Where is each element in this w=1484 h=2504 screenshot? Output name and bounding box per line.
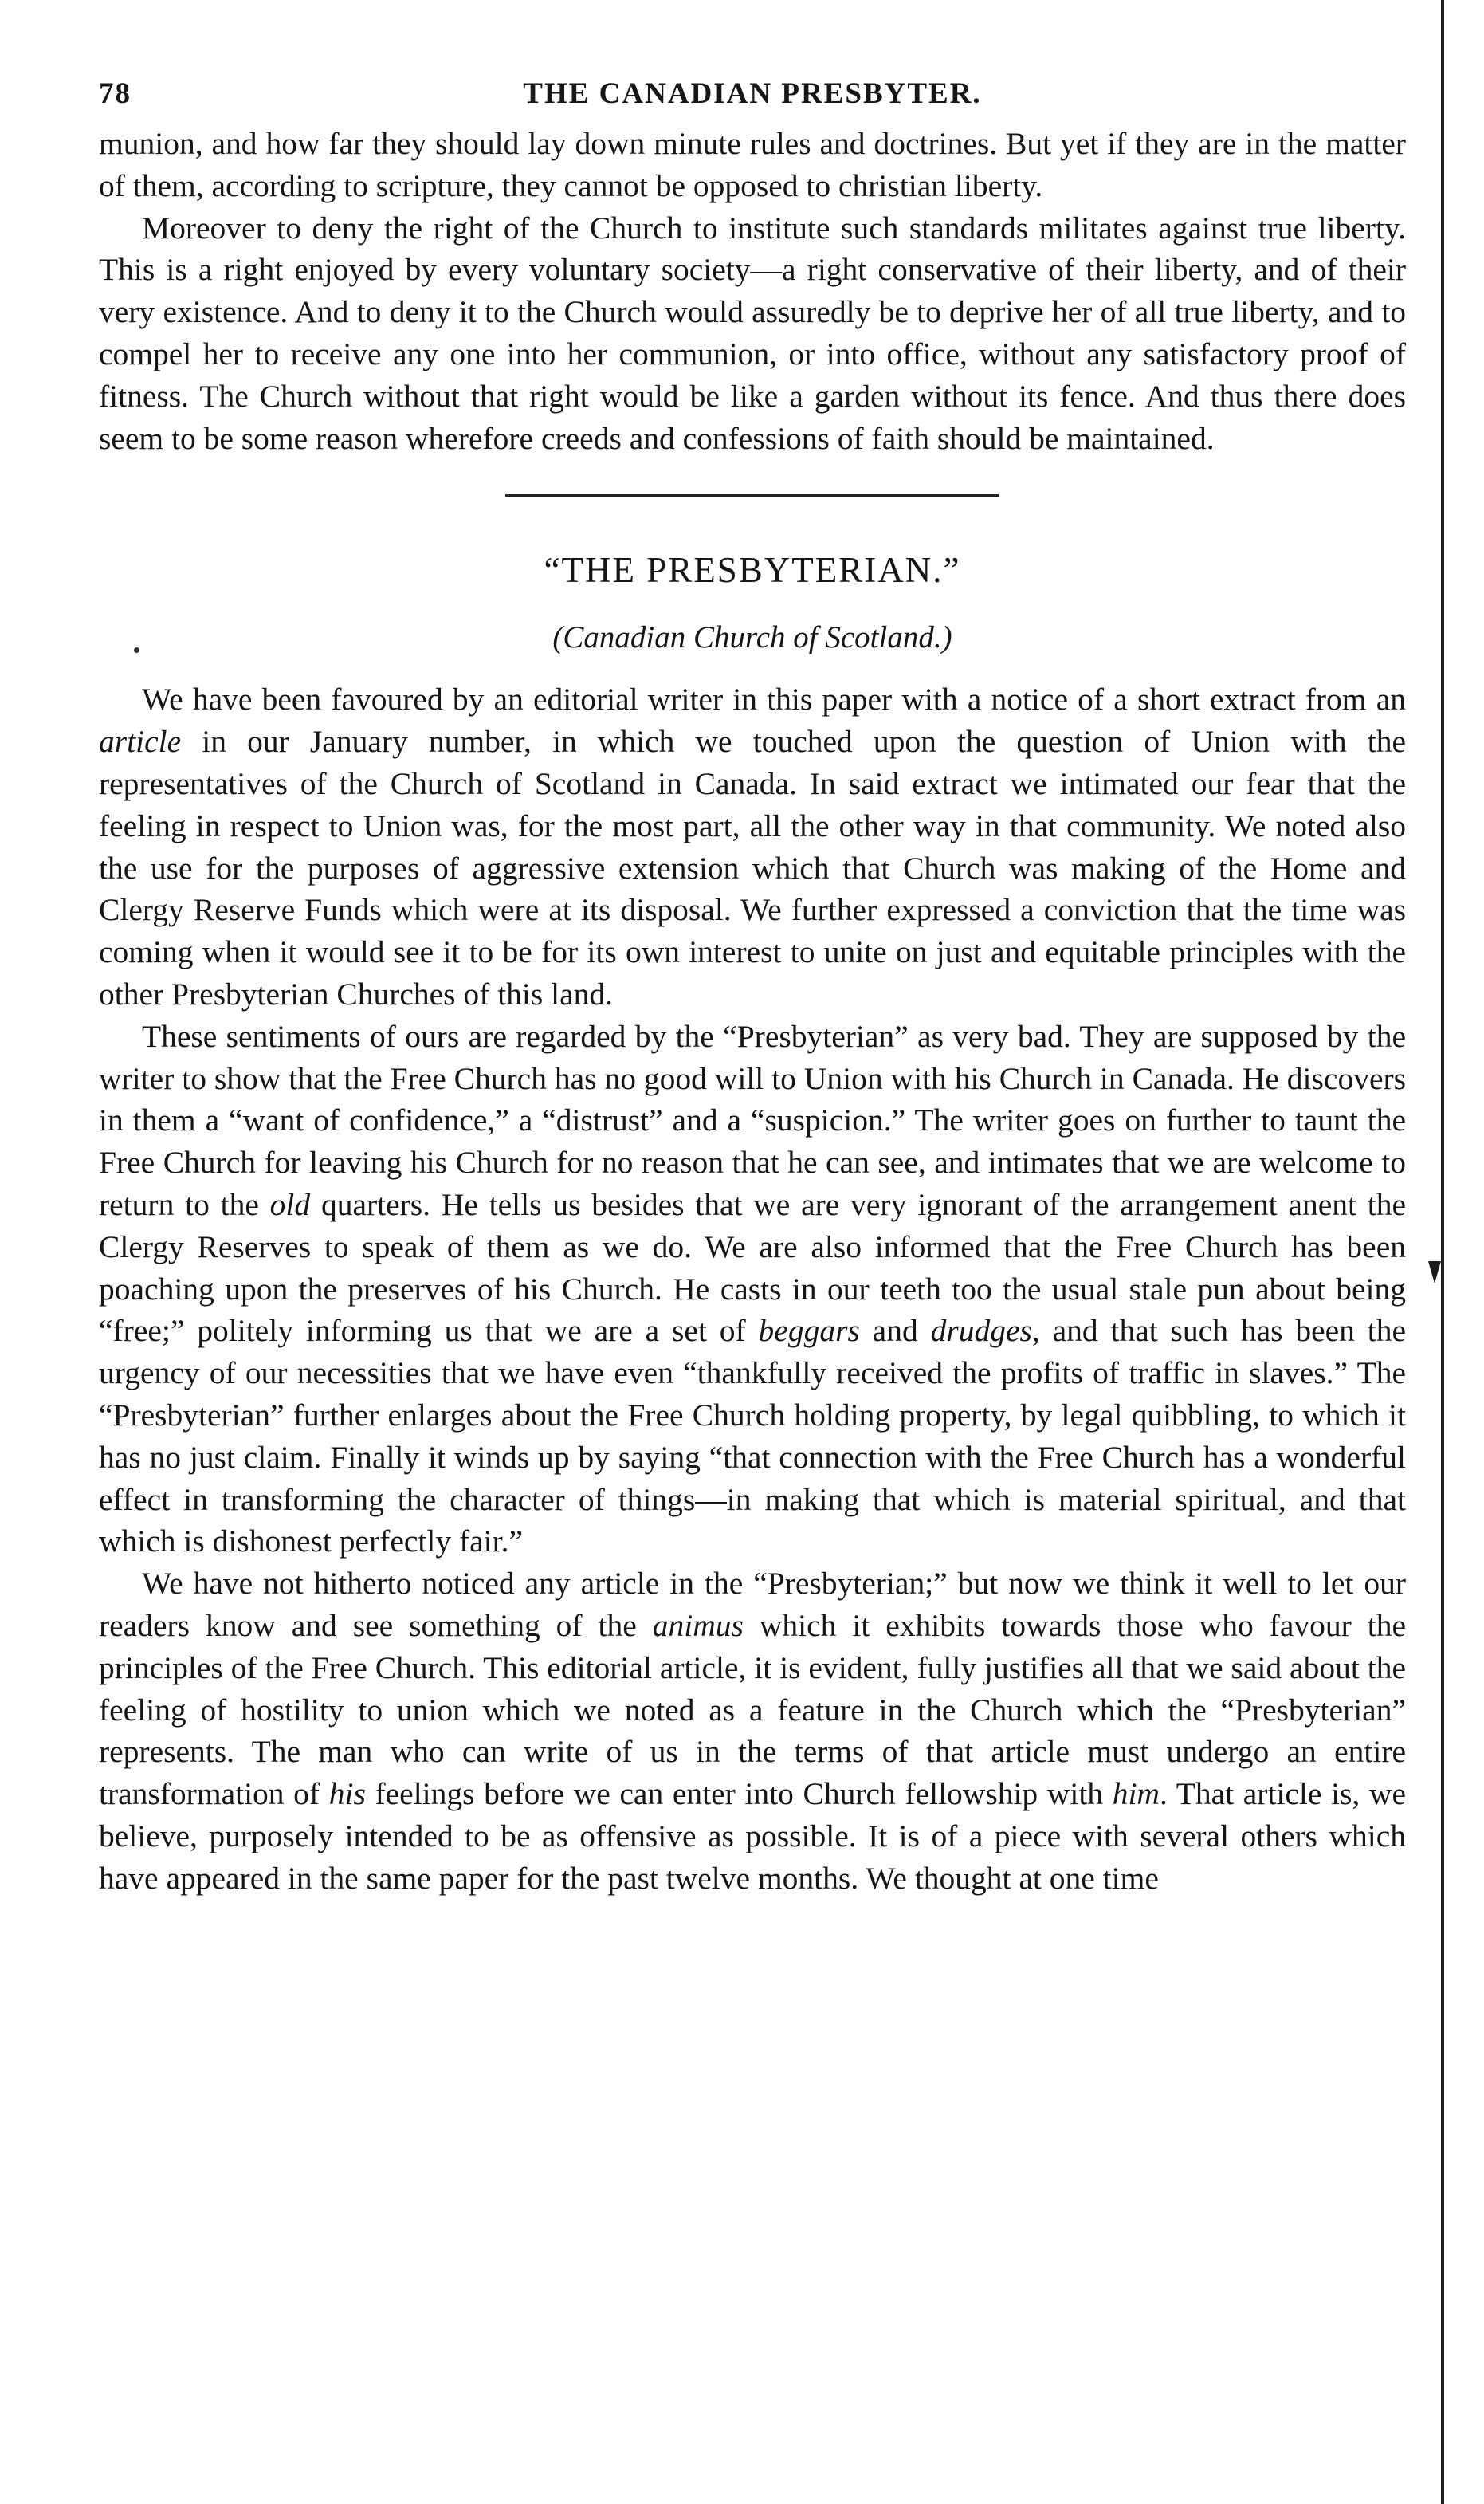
text-run: These sentiments of ours are regarded by the “Presbyterian” as very bad. They are supposed by the writer to show that the Free Church has no good will to Union with his Church in Canada. He discovers in them a “want of confidence,” a “distrust” and a “suspicion.” The writer goes on further to taunt the Free Church for leaving his Church for no reason that he can see, and intimates that we are welcome to return to the [99,1018,1406,1222]
text-run: feelings before we can enter into Church fellowship with [365,1776,1113,1812]
text-run: . That article is, we believe, purposely intended to be as offensive as possible. It is of a piece with several others which have appeared in the same paper for the past twelve months. We thought at one time [99,1776,1406,1896]
text-run: in our January number, in which we touched upon the question of Union with the representatives of the Church of Scotland in Canada. In said extract we intimated our fear that the feeling in respect to Union was, for the most part, all the other way in that community. We noted also the use for the purposes of aggressive extension which that Church was making of the Home and Clergy Reserve Funds which were at its disposal. We further expressed a conviction that the time was coming when it would see it to be for its own interest to unite on just and equitable principles with the other Presbyterian Churches of this land. [99,724,1406,1012]
text-run: , and that such has been the urgency of our necessities that we have even “thankfully received the profits of traffic in slaves.” The “Presbyterian” further enlarges about the Free Church holding property, by legal quibbling, to which it has no just claim. Finally it winds up by saying “that connection with the Free Church has a wonderful effect in transforming the character of things—in making that which is material spiritual, and that which is dishonest perfectly fair.” [99,1313,1406,1559]
opening-paragraph-2: Moreover to deny the right of the Church to institute such standards militates against true liberty. This is a right enjoyed by every voluntary society—a right conservative of their liberty, and of their very existence. And to deny it to the Church would assuredly be to deprive her of all true liberty, and to compel her to receive any one into her communion, or into office, without any satisfactory proof of fitness. The Church without that right would be like a garden without its fence. And thus there does seem to be some reason wherefore creeds and confessions of faith should be maintained. [99,210,1406,456]
emphasis: beggars [758,1313,860,1349]
page-header [99,67,1406,123]
emphasis: him [1112,1776,1160,1812]
page-edge-rule [1441,0,1444,2504]
text-run: quarters. He tells us besides that we are very ignorant of the arrangement anent the Clergy Reserves to speak of them as we do. We are also informed that the Free Church has been poaching upon the preserves of his Church. He casts in our teeth too the usual stale pun about being “free;” politely informing us that we are a set of [99,1186,1407,1349]
emphasis: drudges [930,1313,1032,1349]
emphasis: animus [652,1607,744,1643]
text-run: We have not hitherto noticed any article in the “Presbyterian;” but now we think it well to let our readers know and see something of the [99,1566,1406,1643]
article-paragraph-3 [99,1563,1406,1899]
article-subtitle: (Canadian Church of Scotland.) [552,620,952,655]
article-title: “THE PRESBYTERIAN.” [544,550,961,591]
opening-paragraph-1: munion, and how far they should lay down minute rules and doctrines. But yet if they are in the matter of them, according to scripture, they cannot be opposed to christian liberty. [99,126,1406,203]
margin-mark [1428,1261,1441,1283]
page [99,67,1406,1899]
emphasis: old [269,1186,311,1222]
emphasis: his [328,1776,366,1812]
page-number: 78 [99,77,132,110]
text-run: which it exhibits towards those who favour the principles of the Free Church. This editorial article, it is evident, fully justifies all that we said about the feeling of hostility to union which we noted as a feature in the Church which the “Presbyterian” represents. The man who can write of us in the terms of that article must undergo an entire transformation of [99,1607,1406,1812]
section-divider [505,494,999,497]
text-run: We have been favoured by an editorial writer in this paper with a notice of a short extract from an [142,682,1406,717]
text-run: and [859,1313,931,1349]
article-paragraph-1 [99,678,1406,1015]
running-head: THE CANADIAN PRESBYTER. [523,77,982,110]
emphasis: article [99,724,182,760]
article-paragraph-2 [99,1016,1406,1563]
